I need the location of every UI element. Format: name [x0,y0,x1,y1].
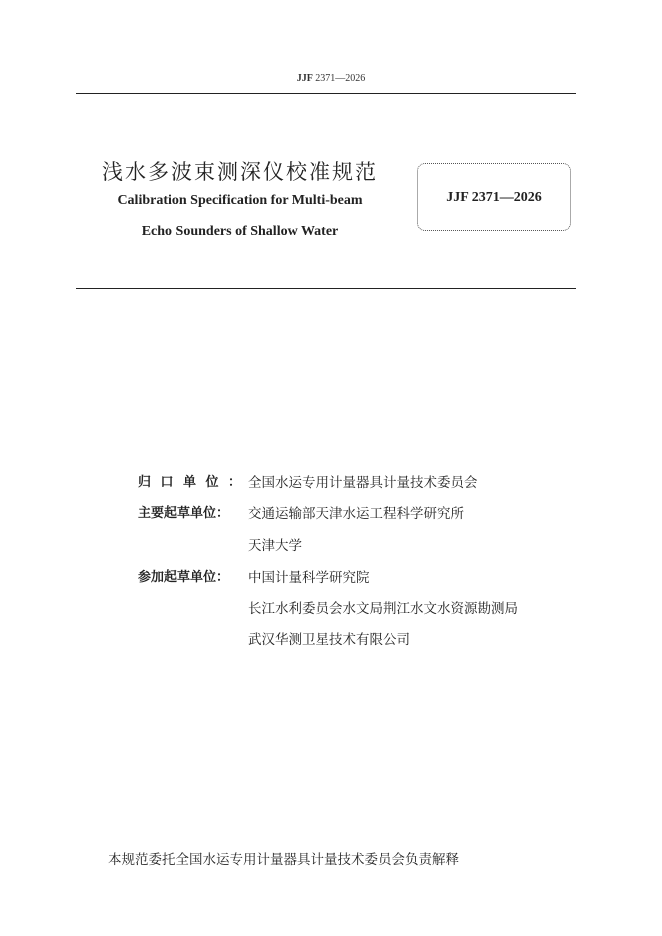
co-drafting-value: 武汉华测卫星技术有限公司 [248,632,410,648]
responsible-unit-label: 归口单位： [138,475,251,490]
main-drafting-value: 天津大学 [248,538,302,554]
interpretation-note: 本规范委托全国水运专用计量器具计量技术委员会负责解释 [108,852,459,868]
main-drafting-value: 交通运输部天津水运工程科学研究所 [248,506,464,522]
standard-code-box [417,163,571,231]
main-drafting-row [0,534,662,564]
top-divider [76,93,576,94]
co-drafting-label: 参加起草单位： [138,570,230,585]
co-drafting-row [0,597,662,627]
title-english-line2: Echo Sounders of Shallow Water [141,224,339,239]
header-code-number: 2371—2026 [315,73,366,84]
title-chinese: 浅水多波束测深仪校准规范 [102,160,378,184]
header-standard-code [0,73,662,84]
co-drafting-value: 长江水利委员会水文局荆江水文水资源勘测局 [248,601,518,617]
bottom-divider [76,288,576,289]
co-drafting-row [0,628,662,658]
co-drafting-value: 中国计量科学研究院 [248,570,370,586]
responsible-unit-row [0,471,662,501]
main-drafting-row [0,502,662,532]
header-code-prefix: JJF [296,73,313,84]
standard-code: JJF 2371—2026 [446,190,542,205]
main-drafting-label: 主要起草单位： [138,506,230,521]
title-english-line1: Calibration Specification for Multi-beam [117,193,363,208]
co-drafting-row [0,566,662,596]
responsible-unit-value: 全国水运专用计量器具计量技术委员会 [248,475,478,491]
